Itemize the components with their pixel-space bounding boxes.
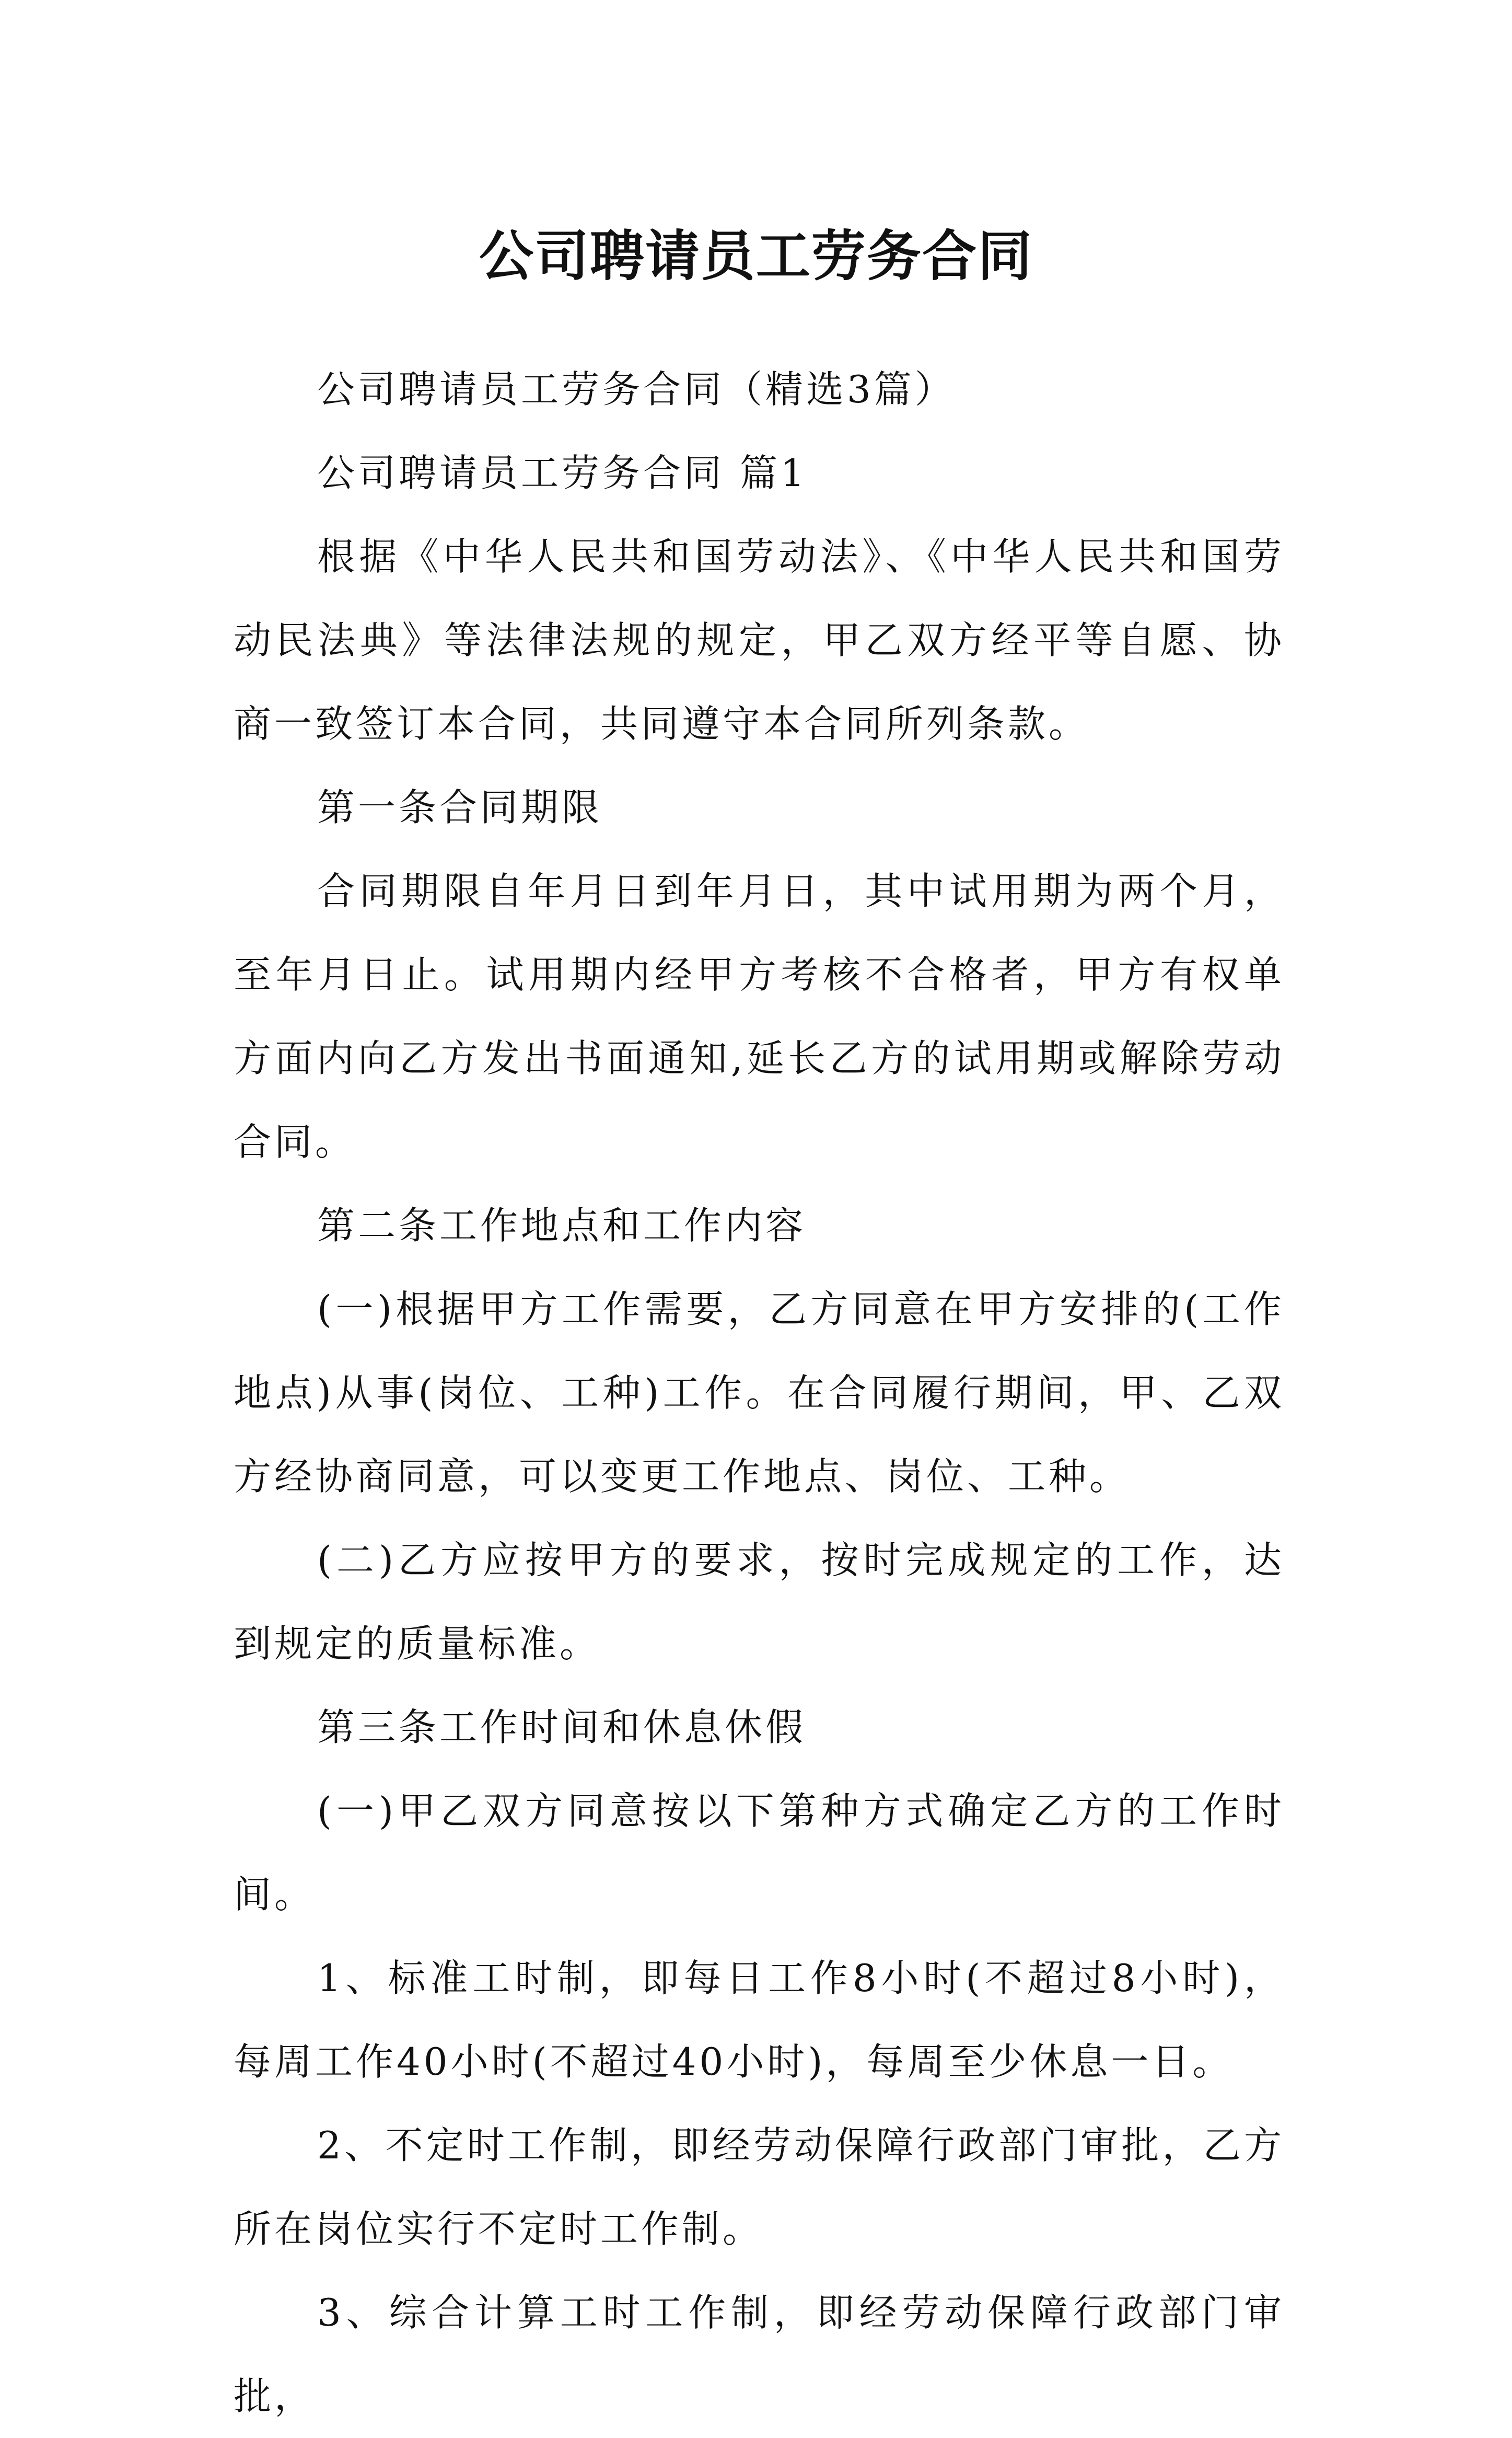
article-3-item-2: 2、不定时工作制，即经劳动保障行政部门审批，乙方所在岗位实行不定时工作制。 (234, 2123, 1285, 2251)
paragraph-collection-title: 公司聘请员工劳务合同（精选3篇） (317, 367, 956, 411)
article-3-item-1: 1、标准工时制，即每日工作8小时(不超过8小时)，每周工作40小时(不超过40小时)，每周至少休息一日。 (234, 1956, 1285, 2084)
article-1-heading: 第一条合同期限 (317, 785, 603, 829)
paragraph-section-heading: 公司聘请员工劳务合同 篇1 (317, 451, 808, 495)
article-3-heading: 第三条工作时间和休息休假 (317, 1705, 807, 1749)
document-title: 公司聘请员工劳务合同 (479, 223, 1033, 288)
article-1-body: 合同期限自年月日到年月日，其中试用期为两个月，至年月日止。试用期内经甲方考核不合格者，甲方有权单方面内向乙方发出书面通知,延长乙方的试用期或解除劳动合同。 (234, 869, 1285, 1164)
paragraph-preamble: 根据《中华人民共和国劳动法》、《中华人民共和国劳动民法典》等法律法规的规定，甲乙双方经平等自愿、协商一致签订本合同，共同遵守本合同所列条款。 (234, 535, 1285, 746)
article-2-clause-1: (一)根据甲方工作需要，乙方同意在甲方安排的(工作地点)从事(岗位、工种)工作。在合同履行期间，甲、乙双方经协商同意，可以变更工作地点、岗位、工种。 (234, 1287, 1285, 1498)
document-body (234, 348, 1285, 2438)
article-3-clause-1: (一)甲乙双方同意按以下第种方式确定乙方的工作时间。 (234, 1789, 1285, 1916)
article-3-item-3: 3、综合计算工时工作制，即经劳动保障行政部门审批， (234, 2291, 1285, 2418)
article-2-clause-2: (二)乙方应按甲方的要求，按时完成规定的工作，达到规定的质量标准。 (234, 1538, 1285, 1666)
article-2-heading: 第二条工作地点和工作内容 (317, 1204, 807, 1247)
